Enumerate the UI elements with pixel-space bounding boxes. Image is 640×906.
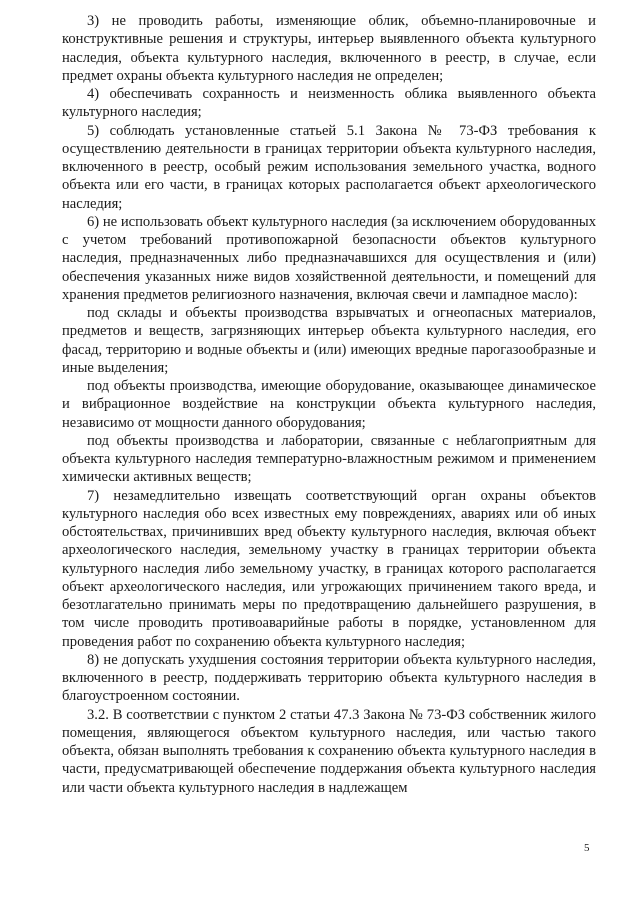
- paragraph-section-3-2: 3.2. В соответствии с пунктом 2 статьи 47.3 Закона № 73-ФЗ собственник жилого помещения, являющегося объектом культурного наследия, или частью такого объекта, обязан выполнять требования к сохранению объекта культурного наследия в части, предусматривающей обеспечение поддержания объекта культурного наследия или части объекта культурного наследия в надлежащем: [62, 706, 596, 796]
- paragraph-item-8: 8) не допускать ухудшения состояния территории объекта культурного наследия, включенного в реестр, поддерживать территорию объекта культурного наследия в благоустроенном состоянии.: [62, 651, 596, 705]
- document-body: [62, 12, 596, 797]
- paragraph-item-6: 6) не использовать объект культурного наследия (за исключением оборудованных с учетом требований противопожарной безопасности объектов культурного наследия, предназначенных либо предназначавшихся для осуществления и (или) обеспечения указанных ниже видов хозяйственной деятельности, и помещений для хранения предметов религиозного назначения, включая свечи и лампадное масло):: [62, 213, 596, 303]
- paragraph-item-7: 7) незамедлительно извещать соответствующий орган охраны объектов культурного наследия обо всех известных ему повреждениях, авариях или об иных обстоятельствах, причинивших вред объекту культурного наследия, включая объект археологического наследия, земельному участку в границах территории объекта культурного наследия либо земельному участку, в границах которого располагается объект археологического наследия, или угрожающих причинением такого вреда, и безотлагательно принимать меры по предотвращению дальнейшего разрушения, в том числе проводить противоаварийные работы в порядке, установленном для проведения работ по сохранению объекта культурного наследия;: [62, 487, 596, 650]
- page-number: 5: [584, 842, 590, 854]
- paragraph-subitem-warehouses: под склады и объекты производства взрывчатых и огнеопасных материалов, предметов и веществ, загрязняющих интерьер объекта культурного наследия, его фасад, территорию и водные объекты и (или) имеющих вредные парогазообразные и иные выделения;: [62, 305, 596, 376]
- paragraph-subitem-production: под объекты производства, имеющие оборудование, оказывающее динамическое и вибрационное воздействие на конструкции объекта культурного наследия, независимо от мощности данного оборудования;: [62, 378, 596, 431]
- paragraph-item-4: 4) обеспечивать сохранность и неизменность облика выявленного объекта культурного наследия;: [62, 86, 596, 121]
- paragraph-subitem-laboratories: под объекты производства и лаборатории, связанные с неблагоприятным для объекта культурного наследия температурно-влажностным режимом и применением химически активных веществ;: [62, 432, 596, 486]
- paragraph-item-5: 5) соблюдать установленные статьей 5.1 Закона № 73-ФЗ требования к осуществлению деятельности в границах территории объекта культурного наследия, включенного в реестр, особый режим использования земельного участка, водного объекта или его части, в границах которых располагается объект археологического наследия;: [62, 122, 596, 212]
- paragraph-item-3: 3) не проводить работы, изменяющие облик, объемно-планировочные и конструктивные решения и структуры, интерьер выявленного объекта культурного наследия, объекта культурного наследия, включенного в реестр, в случае, если предмет охраны объекта культурного наследия не определен;: [62, 13, 596, 84]
